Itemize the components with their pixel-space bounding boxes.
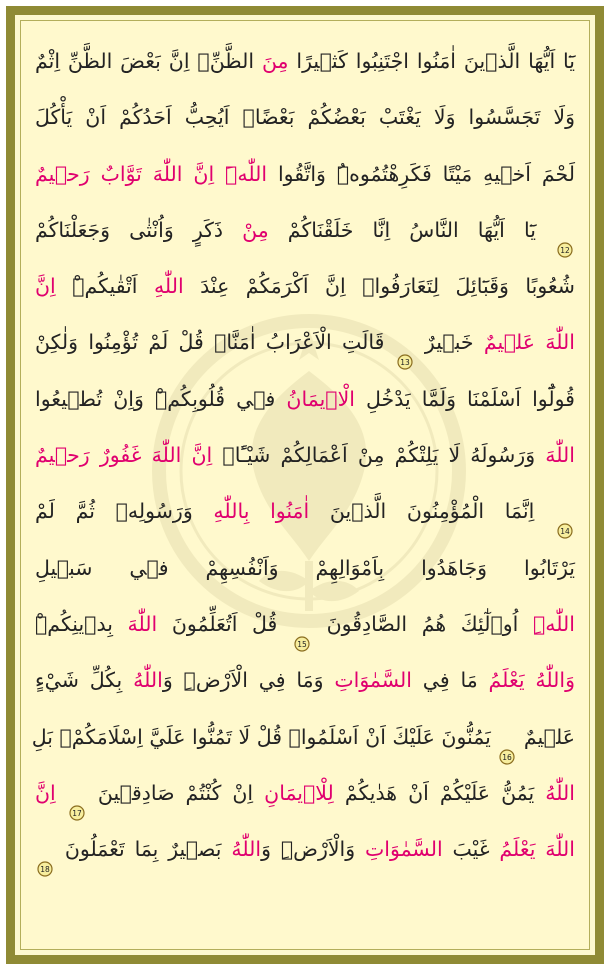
- highlighted-word: اٰمَنُوا بِاللّٰهِ: [213, 499, 310, 524]
- text-segment: عَل۪يمٌ: [517, 724, 575, 749]
- text-segment: بِد۪ينِكُمْۜ: [35, 611, 128, 636]
- text-segment: يَٓا اَيُّهَا الَّذ۪ينَ اٰمَنُوا اجْتَنِبُوا كَث۪يرًا: [288, 49, 575, 73]
- highlighted-word: السَّمٰوَاتِ: [364, 837, 443, 862]
- text-line: [35, 146, 575, 202]
- text-line: [35, 821, 575, 877]
- text-segment: قُولُٓوا اَسْلَمْنَا وَلَمَّا يَدْخُلِ: [354, 386, 575, 411]
- text-segment: خَب۪يرٌ: [414, 330, 484, 355]
- text-segment: وَرَسُولَهُ لَا يَلِتْكُمْ مِنْ اَعْمَالِكُمْ شَيْـًٔاۜ: [212, 443, 546, 468]
- highlighted-word: مِنْ: [242, 217, 269, 242]
- text-line: [35, 371, 575, 427]
- verse-number-marker: [37, 842, 53, 875]
- text-segment: وَلَا تَجَسَّسُوا وَلَا يَغْتَبْ بَعْضُكُمْ بَعْضًاۜ اَيُحِبُّ اَحَدُكُمْ اَنْ يَأْكُلَ: [35, 105, 575, 130]
- text-segment: بَص۪يرٌ بِمَا تَعْمَلُونَ: [55, 837, 232, 862]
- verse-number: 17: [72, 808, 82, 818]
- highlighted-word: لِلْا۪يمَانِ: [264, 780, 334, 805]
- text-segment: بِكُلِّ شَيْءٍ: [35, 668, 134, 693]
- highlighted-word: اللّٰهَ: [545, 443, 575, 468]
- text-line: [35, 33, 575, 89]
- text-segment: اِنَّمَا الْمُؤْمِنُونَ الَّذ۪ينَ: [309, 499, 555, 524]
- verse-number: 18: [40, 865, 50, 875]
- text-segment: غَيْبَ: [442, 837, 500, 862]
- text-segment: قَالَتِ الْاَعْرَابُ اٰمَنَّاۜ قُلْ لَمْ تُؤْمِنُوا وَلٰكِنْ: [35, 330, 395, 355]
- highlighted-word: اللّٰهَۜ اِنَّ اللّٰهَ تَوَّابٌ رَح۪يمٌ: [35, 161, 268, 186]
- text-segment: ذَكَرٍ وَاُنْثٰى وَجَعَلْنَاكُمْ: [35, 217, 243, 242]
- text-segment: [56, 781, 67, 805]
- text-segment: شُعُوبًا وَقَبَٓائِلَ لِتَعَارَفُواۜ اِنَّ اَكْرَمَكُمْ عِنْدَ: [183, 274, 575, 299]
- highlighted-word: اِنَّ: [35, 780, 56, 805]
- text-segment: ف۪ي قُلُوبِكُمْۜ وَاِنْ تُط۪يعُوا: [35, 386, 287, 411]
- text-segment: يَٓا اَيُّهَا النَّاسُ اِنَّا خَلَقْنَاكُمْ: [268, 217, 556, 242]
- highlighted-word: اللّٰهُ: [231, 837, 262, 862]
- highlighted-word: اللّٰهَ: [127, 611, 158, 636]
- page-frame: [6, 6, 604, 964]
- highlighted-word: اللّٰهُ: [545, 780, 575, 805]
- text-line: [35, 89, 575, 145]
- text-segment: اُو۬لٰٓئِكَ هُمُ الصَّادِقُونَ: [311, 611, 533, 636]
- text-segment: اَتْقٰيكُمْۜ: [55, 274, 154, 299]
- text-segment: وَالْاَرْضِۜ وَ: [261, 837, 365, 862]
- text-line: [35, 765, 575, 821]
- text-segment: وَرَسُولِه۪ ثُمَّ لَمْ: [35, 499, 214, 524]
- highlighted-word: الْا۪يمَانُ: [286, 386, 355, 411]
- highlighted-word: اللّٰهَ يَعْلَمُ: [499, 837, 576, 862]
- text-line: [35, 483, 575, 539]
- highlighted-word: السَّمٰوَاتِ: [334, 668, 412, 693]
- verse-number-marker: [294, 617, 310, 649]
- text-line: [35, 202, 575, 258]
- verse-number: 15: [297, 639, 307, 649]
- verse-number: 14: [560, 527, 570, 537]
- highlighted-word: مِنَ: [261, 49, 289, 73]
- highlighted-word: اللّٰهُ: [133, 668, 163, 693]
- verse-number: 16: [502, 752, 513, 762]
- highlighted-word: اللّٰهِۜ: [532, 611, 575, 636]
- page-border: [14, 14, 596, 956]
- highlighted-word: وَاللّٰهُ يَعْلَمُ: [488, 668, 575, 693]
- text-line: [35, 427, 575, 483]
- quran-page-text: [31, 33, 576, 877]
- verse-number-marker: [557, 504, 573, 537]
- highlighted-word: اِنَّ اللّٰهَ غَفُورٌ رَح۪يمٌ: [35, 443, 213, 468]
- page-paper: [20, 20, 590, 950]
- verse-number: 13: [399, 358, 410, 368]
- highlighted-word: اللّٰهَ عَل۪يمٌ: [483, 330, 575, 355]
- text-segment: الظَّنِّۘ اِنَّ بَعْضَ الظَّنِّ اِثْمٌ: [35, 49, 262, 73]
- text-segment: لَحْمَ اَخ۪يهِ مَيْتًا فَكَرِهْتُمُوهُۜ وَاتَّقُوا: [267, 161, 575, 186]
- text-segment: مَا فِي: [412, 668, 489, 693]
- text-segment: يَرْتَابُوا وَجَاهَدُوا بِاَمْوَالِهِمْ وَاَنْفُسِهِمْ ف۪ي سَب۪يلِ: [35, 555, 575, 580]
- text-segment: يَمُنُّ عَلَيْكُمْ اَنْ هَدٰيكُمْ: [333, 780, 546, 805]
- highlighted-word: اِنَّ: [35, 274, 56, 299]
- text-segment: يَمُنُّونَ عَلَيْكَ اَنْ اَسْلَمُواۜ قُلْ لَا تَمُنُّوا عَلَيَّ اِسْلَامَكُمْۚ بَلِ: [31, 724, 498, 749]
- verse-number-marker: [69, 786, 85, 818]
- text-segment: اِنْ كُنْتُمْ صَادِق۪ينَ: [86, 780, 265, 805]
- text-line: [35, 596, 575, 652]
- text-segment: وَمَا فِي الْاَرْضِۜ وَ: [162, 668, 335, 693]
- text-segment: قُلْ اَتُعَلِّمُونَ: [157, 611, 292, 636]
- text-line: [35, 314, 575, 370]
- text-line: [35, 258, 575, 314]
- verse-number: 12: [560, 245, 570, 255]
- text-line: [31, 709, 575, 765]
- verse-number-marker: [557, 223, 573, 255]
- highlighted-word: اللّٰهِ: [153, 274, 184, 299]
- text-line: [35, 652, 575, 708]
- verse-number-marker: [397, 335, 413, 368]
- verse-number-marker: [499, 730, 515, 762]
- text-line: [35, 540, 575, 596]
